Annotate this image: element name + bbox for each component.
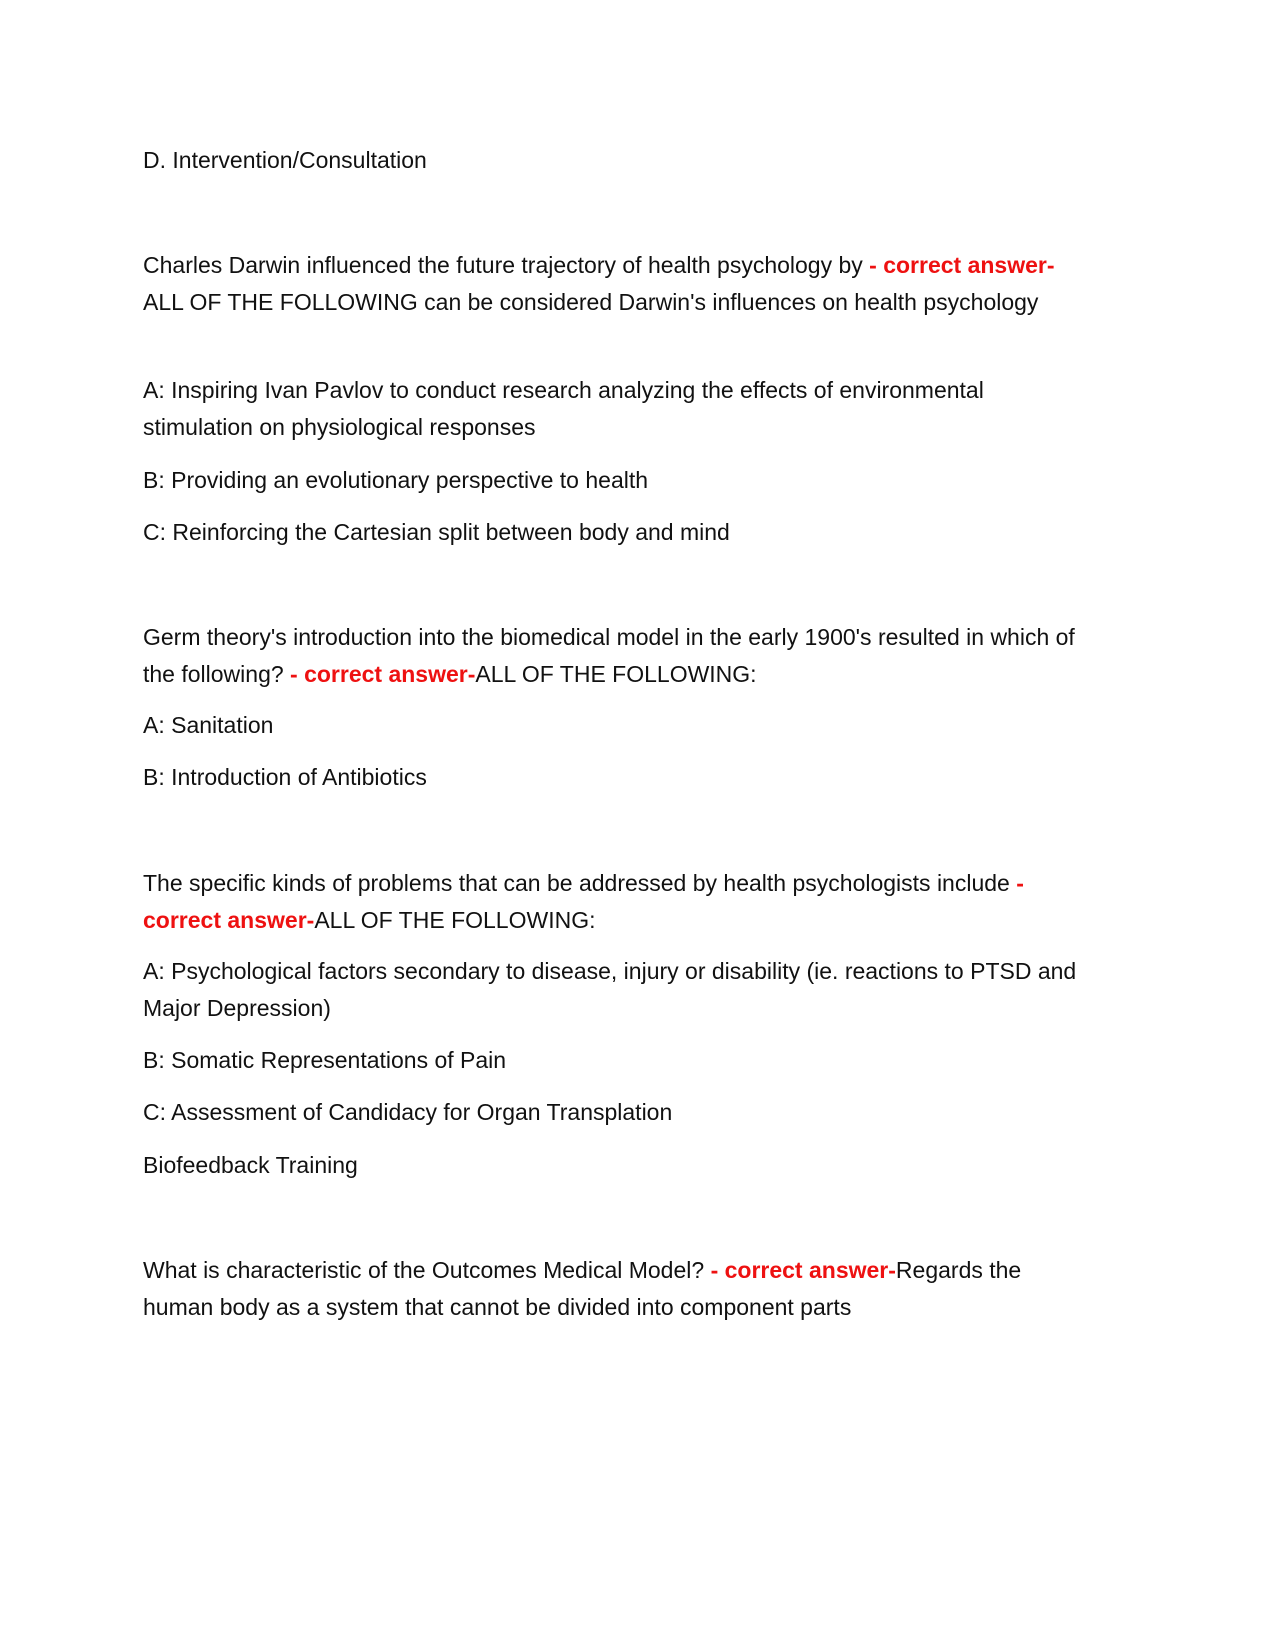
question-text: What is characteristic of the Outcomes Medical Model? xyxy=(143,1257,711,1283)
option: B: Introduction of Antibiotics xyxy=(143,764,427,790)
question-germ-theory xyxy=(143,619,1083,692)
answer-text: ALL OF THE FOLLOWING: xyxy=(314,906,596,933)
question-outcomes-model xyxy=(143,1252,1083,1325)
option: B: Providing an evolutionary perspective to health xyxy=(143,467,649,493)
correct-answer-marker: - correct answer- xyxy=(710,1257,896,1283)
option: C: Reinforcing the Cartesian split between body and mind xyxy=(143,519,730,545)
answer-text: ALL OF THE FOLLOWING can be considered Darwin's influences on health psychology xyxy=(143,288,1039,315)
option: Biofeedback Training xyxy=(143,1152,358,1178)
option: A: Sanitation xyxy=(143,712,274,738)
option-d-intervention: D. Intervention/Consultation xyxy=(143,147,427,173)
option: A: Psychological factors secondary to disease, injury or disability (ie. reactions to PTSD and Major Depression) xyxy=(143,958,1077,1021)
answer-text: ALL OF THE FOLLOWING: xyxy=(475,660,757,687)
question-text: Germ theory's introduction into the biomedical model in the early 1900's resulted in which of the following? xyxy=(143,624,1075,687)
option: C: Assessment of Candidacy for Organ Transplation xyxy=(143,1099,673,1125)
correct-answer-marker: - correct answer- xyxy=(869,252,1055,278)
answer-text: Regards the human body as a system that cannot be divided into component parts xyxy=(143,1257,1022,1320)
question-darwin xyxy=(143,247,1083,320)
correct-answer-marker: - correct answer- xyxy=(290,660,476,687)
correct-answer-marker: - correct answer- xyxy=(143,870,1024,933)
option: A: Inspiring Ivan Pavlov to conduct research analyzing the effects of environmental stimulation on physiological responses xyxy=(143,377,984,440)
question-text: Charles Darwin influenced the future trajectory of health psychology by xyxy=(143,252,870,278)
question-problems xyxy=(143,865,1083,938)
option: B: Somatic Representations of Pain xyxy=(143,1047,507,1073)
question-text: The specific kinds of problems that can be addressed by health psychologists include xyxy=(143,870,1017,896)
